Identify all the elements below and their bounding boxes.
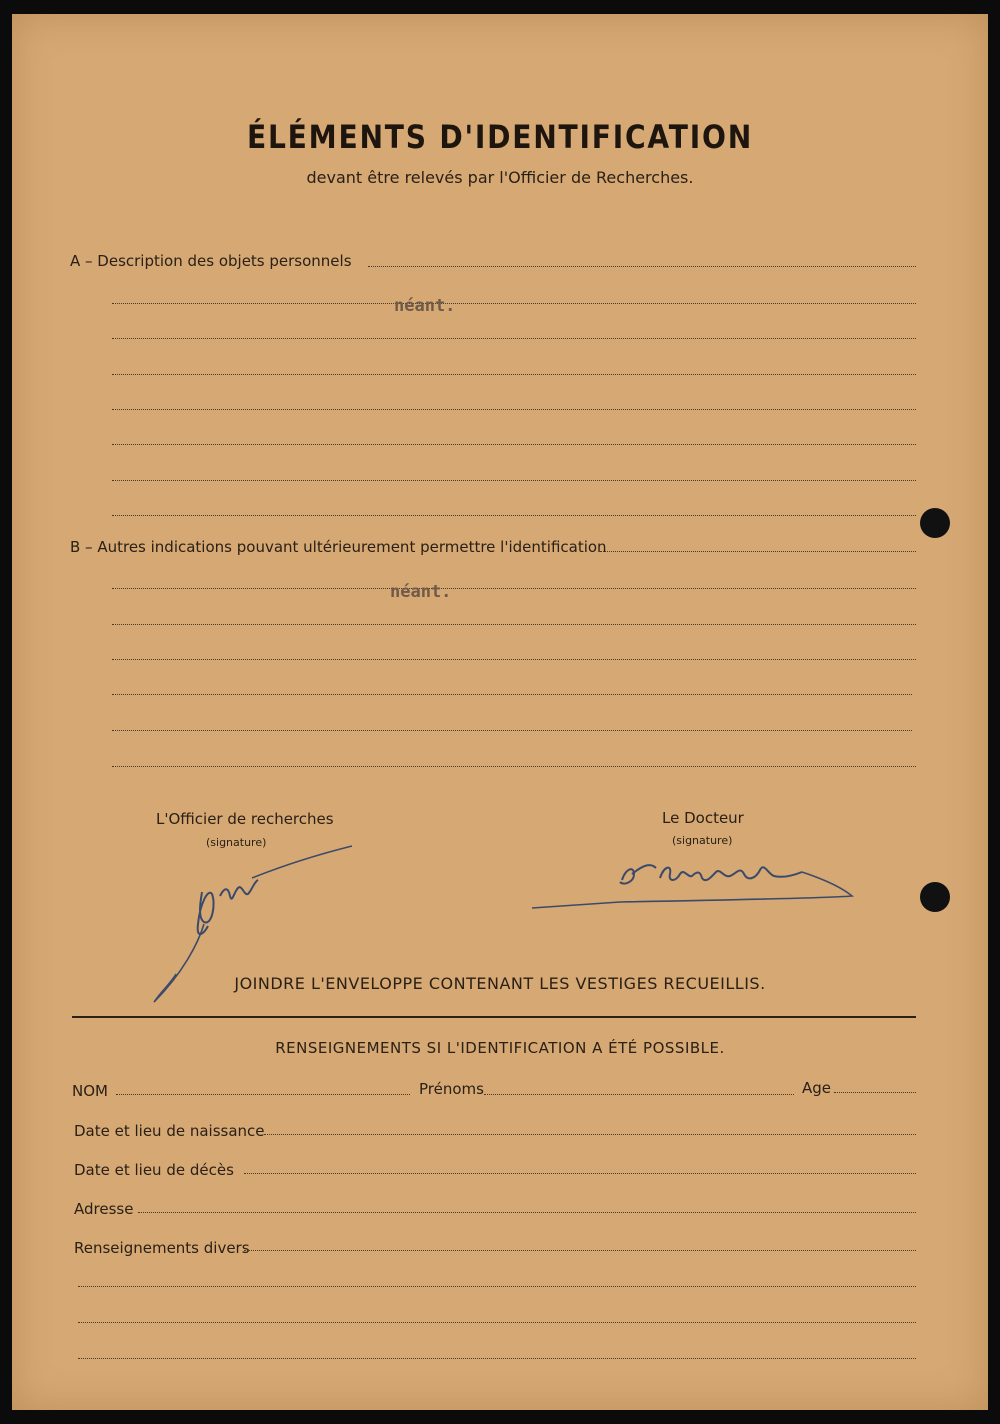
instruction-text: JOINDRE L'ENVELOPPE CONTENANT LES VESTIGES RECUEILLIS. <box>234 974 766 993</box>
section-a-line-6 <box>112 444 916 445</box>
section-b-line-2 <box>112 588 916 589</box>
adresse-label: Adresse <box>74 1200 134 1218</box>
adresse-line <box>138 1212 916 1213</box>
divers-label: Renseignements divers <box>74 1239 250 1257</box>
divers-line-3 <box>78 1322 916 1323</box>
officer-label: L'Officier de recherches <box>156 810 334 828</box>
section-b-line-1 <box>600 551 916 552</box>
section-a-line-4 <box>112 374 916 375</box>
section-a-line-5 <box>112 409 916 410</box>
punch-hole-lower <box>920 882 950 912</box>
deces-line <box>244 1173 916 1174</box>
divers-line-4 <box>78 1358 916 1359</box>
punch-hole-upper <box>920 508 950 538</box>
form-subtitle: devant être relevés par l'Officier de Recherches. <box>306 168 694 187</box>
officer-signature-note: (signature) <box>206 836 267 849</box>
section-divider <box>72 1016 916 1018</box>
nom-label: NOM <box>72 1082 108 1100</box>
section-b-typed-value: néant. <box>390 582 452 602</box>
section-a-typed-value: néant. <box>394 296 456 316</box>
deces-label: Date et lieu de décès <box>74 1161 234 1179</box>
section-a-line-3 <box>112 338 916 339</box>
nom-line <box>116 1094 410 1095</box>
section-b-line-3 <box>112 624 916 625</box>
doctor-signature-note: (signature) <box>672 834 733 847</box>
section-a-line-7 <box>112 480 916 481</box>
divers-line-2 <box>78 1286 916 1287</box>
doctor-label: Le Docteur <box>662 809 744 827</box>
section-a-line-1 <box>368 266 916 267</box>
prenoms-line <box>484 1094 794 1095</box>
prenoms-label: Prénoms <box>419 1080 484 1098</box>
section-a-line-8 <box>112 515 916 516</box>
info-heading: RENSEIGNEMENTS SI L'IDENTIFICATION A ÉTÉ POSSIBLE. <box>275 1039 725 1057</box>
section-b-line-5 <box>112 694 912 695</box>
naissance-line <box>264 1134 916 1135</box>
section-b-label: B – Autres indications pouvant ultérieurement permettre l'identification <box>70 538 607 556</box>
age-line <box>834 1092 916 1093</box>
section-b-line-6 <box>112 730 912 731</box>
form-title: ÉLÉMENTS D'IDENTIFICATION <box>246 118 754 156</box>
naissance-label: Date et lieu de naissance <box>74 1122 265 1140</box>
section-a-line-2 <box>112 303 916 304</box>
section-b-line-4 <box>112 659 916 660</box>
doctor-signature <box>530 852 860 912</box>
form-page <box>12 14 988 1410</box>
age-label: Age <box>802 1079 832 1097</box>
section-b-line-7 <box>112 766 916 767</box>
section-a-label: A – Description des objets personnels <box>70 252 352 270</box>
divers-line-1 <box>244 1250 916 1251</box>
